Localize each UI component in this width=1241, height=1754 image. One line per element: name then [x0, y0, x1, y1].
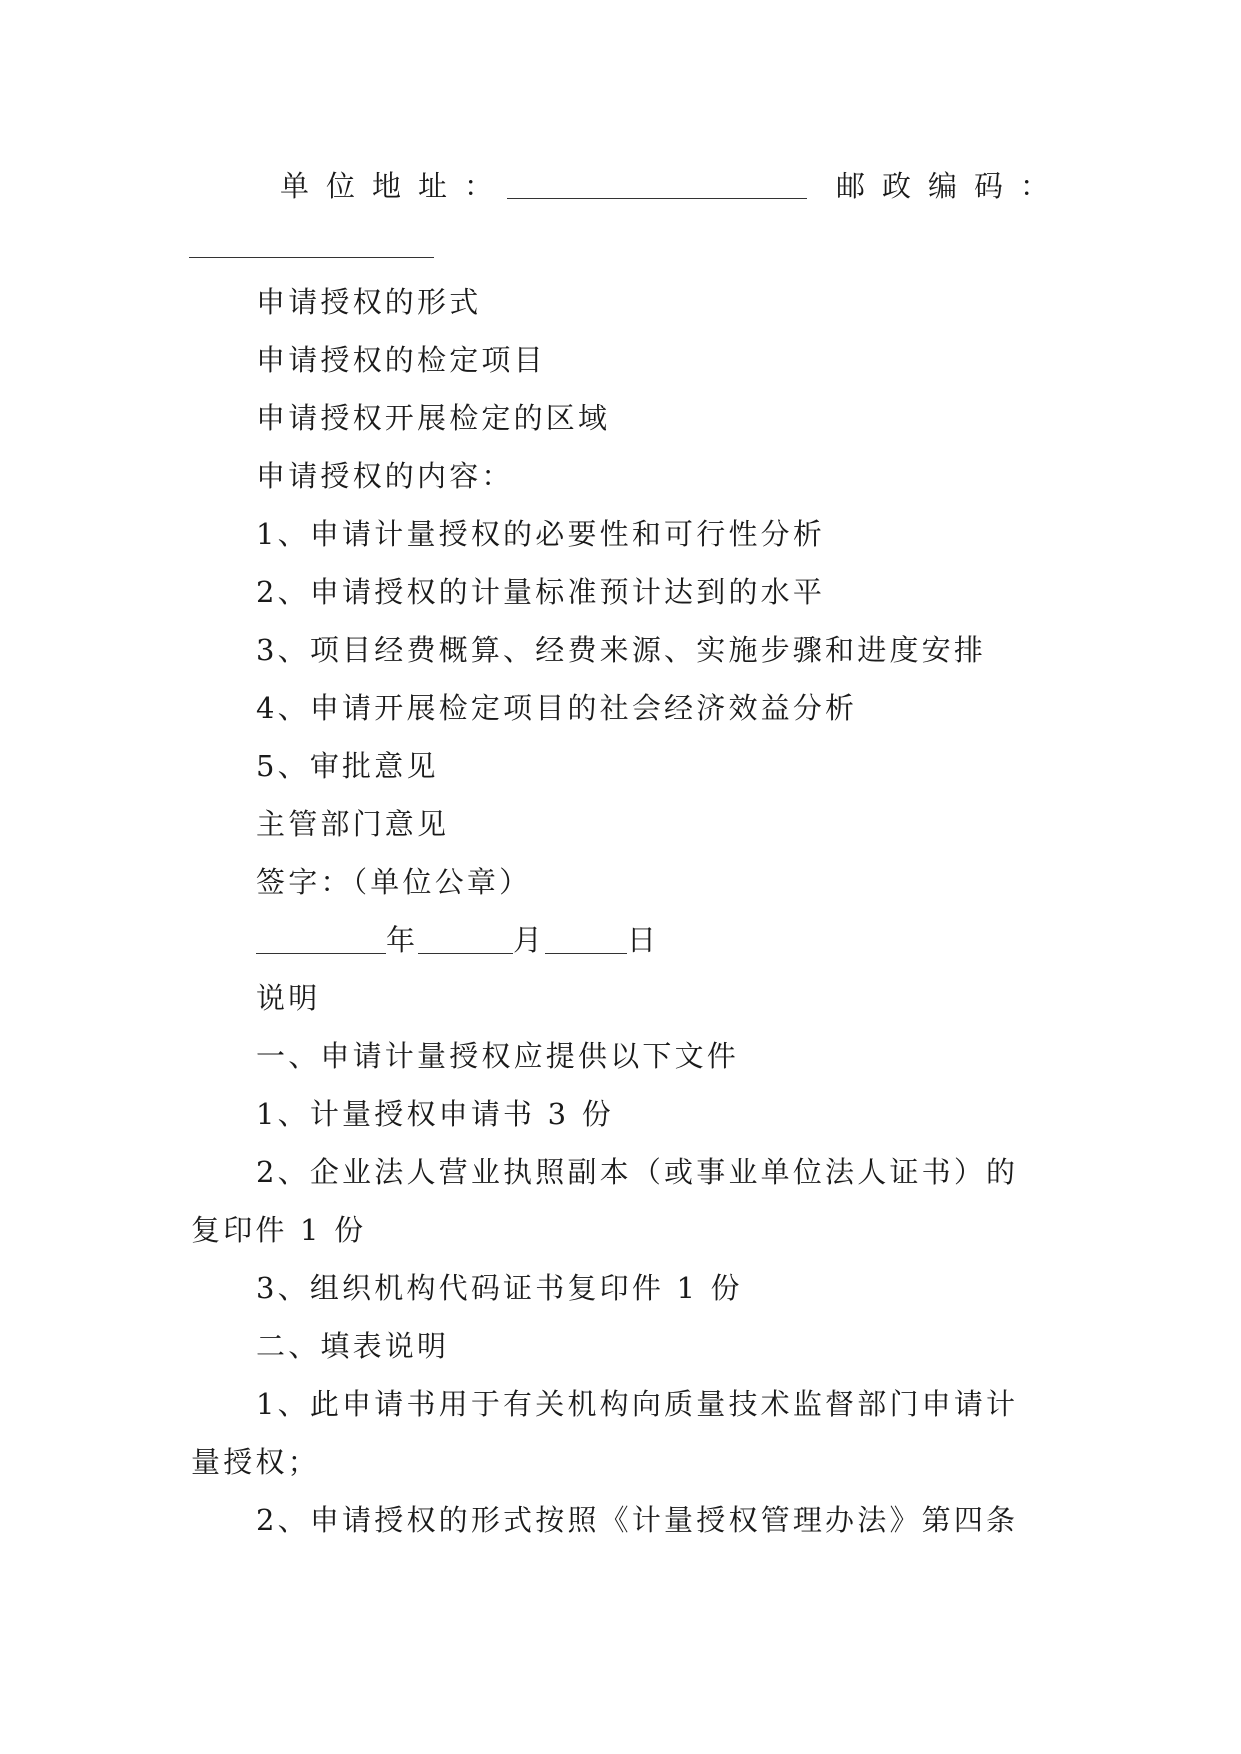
form-line: 5、审批意见 [256, 749, 439, 783]
day-blank [545, 925, 627, 954]
month-label: 月 [513, 923, 546, 957]
notes-item-continued: 量授权； [191, 1445, 320, 1479]
form-line: 申请授权的内容： [256, 459, 514, 493]
form-line: 2、申请授权的计量标准预计达到的水平 [256, 575, 826, 609]
year-label: 年 [386, 923, 419, 957]
notes-item: 1、此申请书用于有关机构向质量技术监督部门申请计 [256, 1387, 1019, 1421]
address-blank [507, 198, 807, 199]
postal-code-label: 邮政编码： [836, 169, 1067, 203]
notes-item: 1、计量授权申请书 3 份 [256, 1097, 614, 1131]
notes-section-1: 一、申请计量授权应提供以下文件 [256, 1039, 740, 1073]
form-line: 1、申请计量授权的必要性和可行性分析 [256, 517, 826, 551]
month-blank [418, 925, 513, 954]
address-label: 单位地址： [280, 169, 511, 203]
postal-code-blank [189, 257, 434, 258]
year-blank [256, 925, 386, 954]
form-line: 申请授权的检定项目 [256, 343, 546, 377]
form-line: 主管部门意见 [256, 807, 450, 841]
form-line: 申请授权的形式 [256, 285, 482, 319]
day-label: 日 [627, 923, 660, 957]
form-line: 4、申请开展检定项目的社会经济效益分析 [256, 691, 858, 725]
notes-title: 说明 [256, 981, 321, 1015]
notes-item: 3、组织机构代码证书复印件 1 份 [256, 1271, 743, 1305]
notes-item: 2、企业法人营业执照副本（或事业单位法人证书）的 [256, 1155, 1019, 1189]
form-line: 签字：（单位公章） [256, 865, 532, 899]
notes-item: 2、申请授权的形式按照《计量授权管理办法》第四条 [256, 1503, 1019, 1537]
notes-section-2: 二、填表说明 [256, 1329, 450, 1363]
notes-item-continued: 复印件 1 份 [191, 1213, 367, 1247]
form-line: 3、项目经费概算、经费来源、实施步骤和进度安排 [256, 633, 987, 667]
date-line [256, 920, 659, 960]
form-line: 申请授权开展检定的区域 [256, 401, 611, 435]
